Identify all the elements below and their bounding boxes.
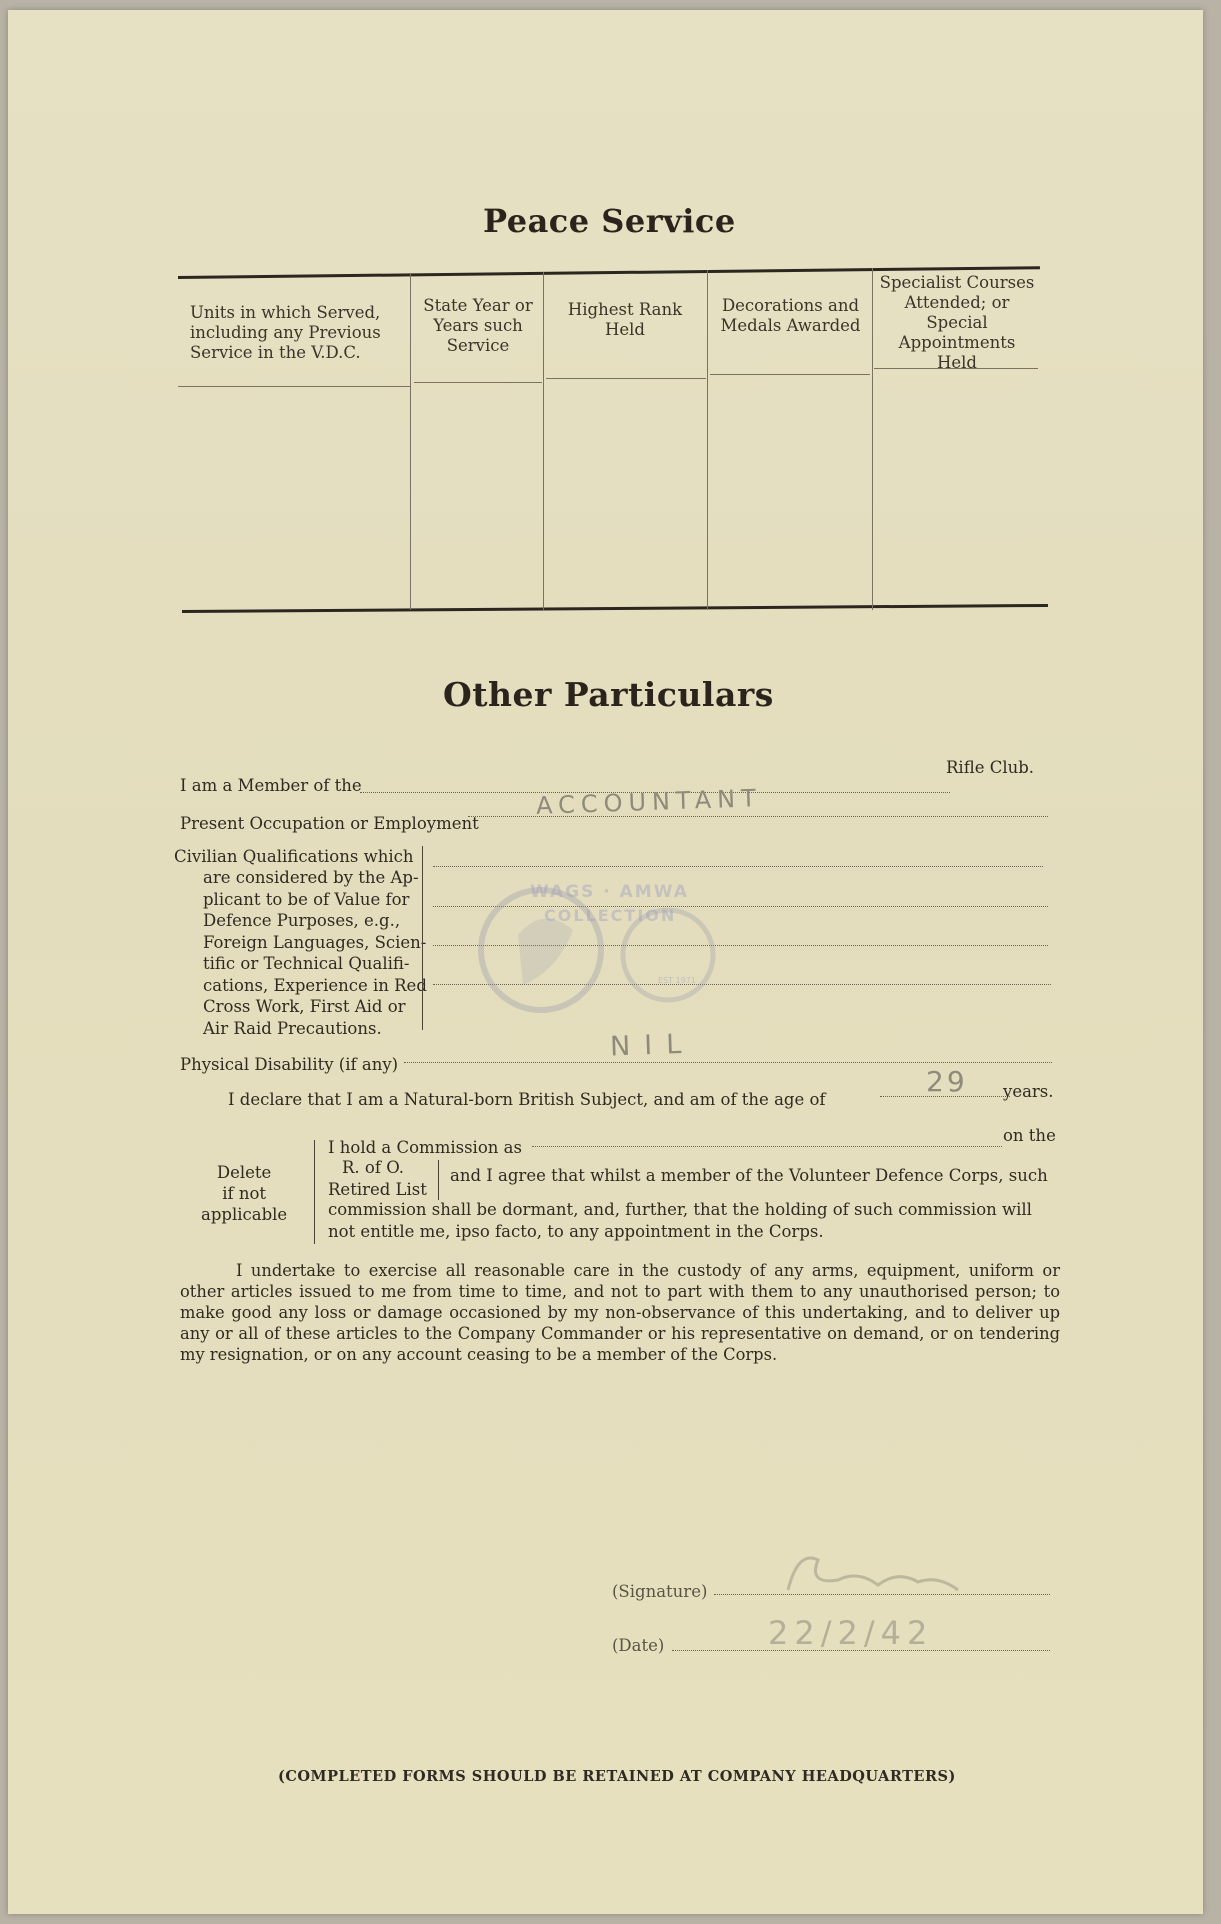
occupation-value: ACCOUNTANT (535, 784, 763, 820)
commission-brace (314, 1140, 315, 1244)
col-header-decorations: Decorations and Medals Awarded (720, 296, 861, 335)
col-header-units: Units in which Served, including any Previous Service in the V.D.C. (190, 303, 381, 362)
col-divider (543, 272, 544, 610)
peace-service-title: Peace Service (483, 202, 736, 240)
commission-line1-label: I hold a Commission as (328, 1138, 522, 1157)
stamp-est: EST 1971 (658, 976, 696, 985)
undertaking-paragraph: I undertake to exercise all reasonable care in the custody of any arms, equipment, uniform or other articles issued to me from time to time, and not to part with them to any unauthorised person; to make good any loss or damage occasioned by my non-observance of this undertaking, and to deliver up any or all of these articles to the Company Commander or his representative on demand, or on tendering my resignation, or on any account ceasing to be a member of the Corps. (180, 1261, 1060, 1364)
commission-ro: R. of O. (342, 1158, 405, 1177)
declaration-label: I declare that I am a Natural-born British Subject, and am of the age of (228, 1090, 826, 1109)
other-particulars-title: Other Particulars (443, 675, 774, 714)
table-bottom-rule (182, 604, 1048, 613)
footer-note: (COMPLETED FORMS SHOULD BE RETAINED AT COMPANY HEADQUARTERS) (278, 1768, 956, 1785)
disability-field (404, 1062, 1052, 1063)
col-divider (707, 270, 708, 610)
col-divider (872, 268, 873, 610)
qualifications-brace (422, 846, 423, 1030)
date-label: (Date) (612, 1636, 665, 1655)
signature-label: (Signature) (612, 1582, 708, 1601)
col-header-rank: Highest Rank Held (567, 300, 683, 339)
form-sheet (8, 10, 1203, 1914)
date-value: 22/2/42 (768, 1614, 934, 1652)
rifle-club-label: I am a Member of the (180, 776, 362, 795)
qualifications-label (174, 846, 413, 868)
col-divider (410, 274, 411, 610)
qual-line: Defence Purposes, e.g., (203, 911, 401, 930)
header-underline (546, 378, 706, 379)
ro-brace (438, 1160, 439, 1200)
commission-line4: not entitle me, ipso facto, to any appointment in the Corps. (328, 1222, 824, 1241)
commission-retired: Retired List (328, 1180, 427, 1199)
commission-line3: commission shall be dormant, and, further, that the holding of such commission will (328, 1200, 1032, 1219)
header-underline (414, 382, 542, 383)
col-header-years: State Year or Years such Service (423, 296, 533, 355)
stamp-line2: COLLECTION (544, 906, 677, 925)
header-underline (178, 386, 410, 387)
qual-line: plicant to be of Value for (203, 889, 410, 909)
rifle-club-suffix: Rifle Club. (946, 758, 1035, 777)
declaration-suffix: years. (1003, 1082, 1054, 1101)
commission-line1-suffix: on the (1003, 1126, 1056, 1145)
qual-line: Cross Work, First Aid or (203, 997, 406, 1016)
header-underline (710, 374, 870, 375)
delete-label (201, 1162, 287, 1225)
commission-field (532, 1146, 1002, 1147)
age-value: 29 (926, 1065, 968, 1098)
qual-line: are considered by the Ap- (203, 868, 419, 887)
disability-label: Physical Disability (if any) (180, 1055, 399, 1074)
delete-line: Delete (216, 1163, 272, 1182)
stamp-line1: WAGS · AMWA (530, 882, 689, 902)
delete-line: if not (222, 1184, 267, 1203)
qualifications-label-cont (203, 867, 427, 1039)
qual-line: Air Raid Precautions. (203, 1018, 382, 1038)
bleed-through (398, 220, 408, 255)
commission-line2: and I agree that whilst a member of the Volunteer Defence Corps, such (450, 1166, 1048, 1185)
occupation-label: Present Occupation or Employment (180, 814, 479, 833)
col-header-specialist: Specialist Courses Attended; or Special Appointments Held (879, 273, 1035, 372)
delete-line: applicable (201, 1205, 288, 1224)
qual-line: Civilian Qualifications which (174, 847, 414, 866)
disability-value: NIL (609, 1028, 696, 1063)
qual-line: cations, Experience in Red (203, 975, 427, 995)
qual-line: Foreign Languages, Scien- (203, 932, 427, 952)
qual-field-1 (433, 866, 1043, 867)
peace-service-table (178, 258, 1048, 620)
signature-mark (768, 1530, 988, 1610)
qual-line: tific or Technical Qualifi- (203, 954, 410, 973)
